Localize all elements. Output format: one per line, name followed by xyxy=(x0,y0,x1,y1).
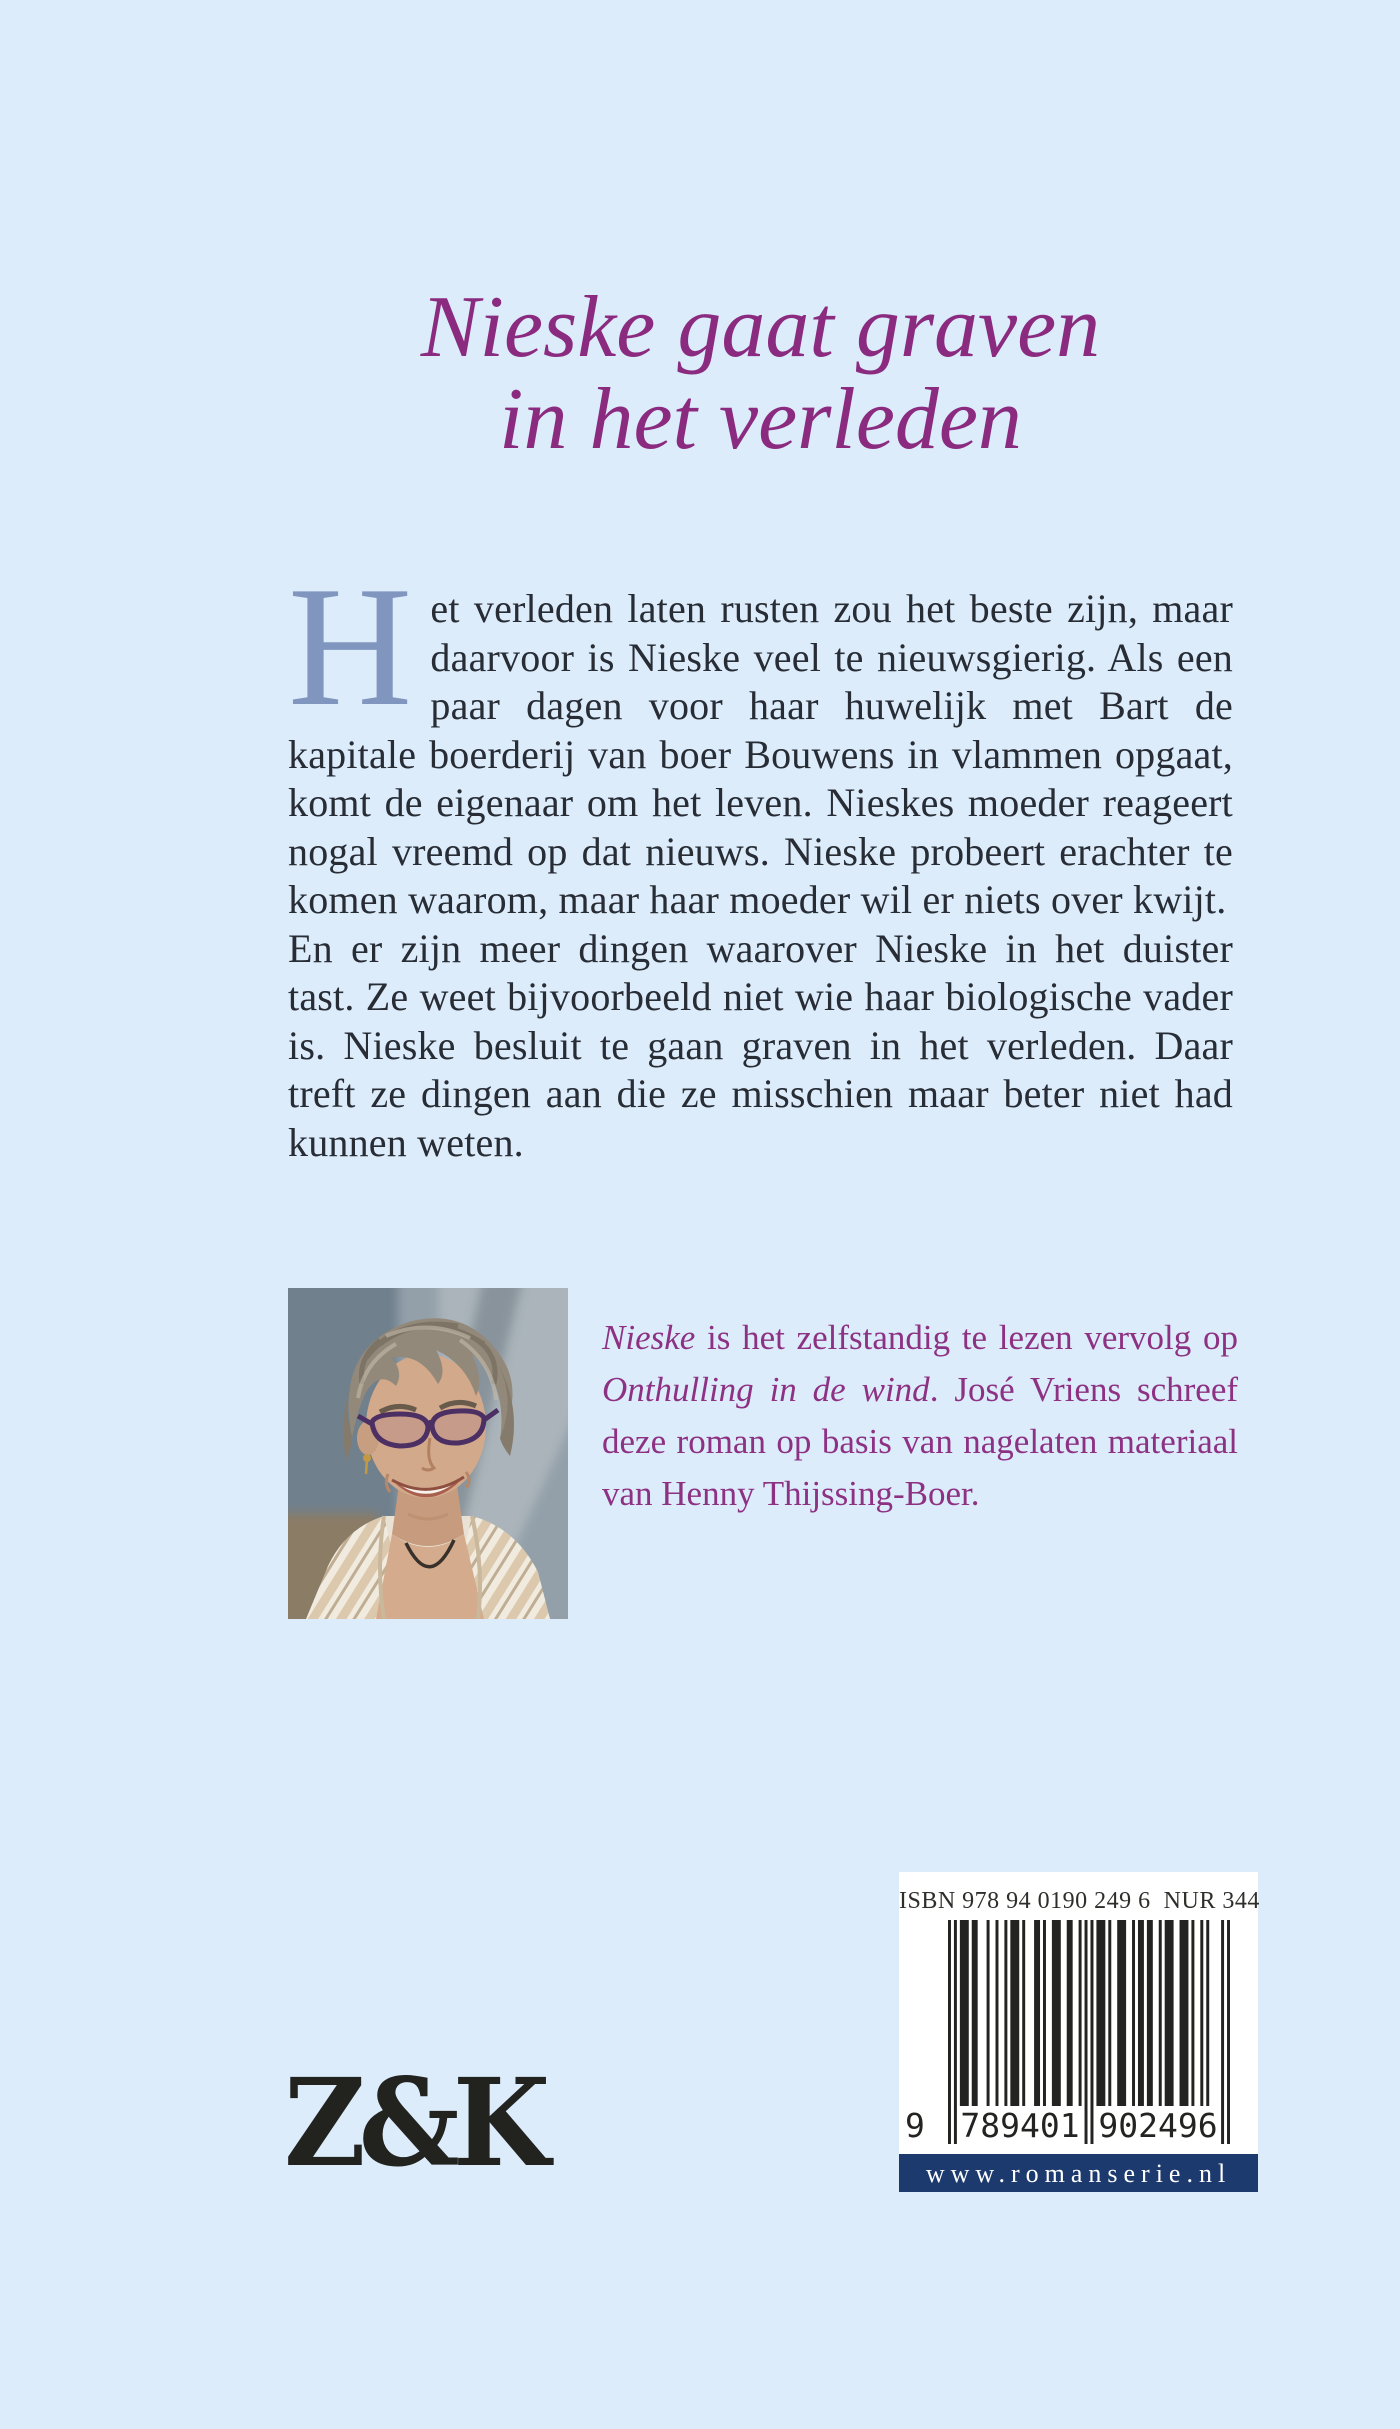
book-title xyxy=(288,279,1233,468)
synopsis-paragraph-1 xyxy=(288,552,1233,925)
author-note: Nieske is het zelfstandig te lezen vervolg op Onthulling in de wind. José Vriens schreef deze roman op basis van nagelaten materiaal van Henny Thijssing-Boer. xyxy=(602,1318,1239,1513)
publisher-logo-zk: Z&K xyxy=(284,2052,544,2195)
book-title-line2: in het verleden xyxy=(499,371,1022,468)
book-title-line1: Nieske gaat graven xyxy=(420,279,1101,376)
barcode-panel xyxy=(899,1872,1258,2192)
barcode-digit-leading: 9 xyxy=(905,2106,925,2145)
isbn-text: ISBN 978 94 0190 249 6 NUR 344 xyxy=(899,1888,1260,1914)
synopsis-paragraph-1-text: et verleden laten rusten zou het beste zijn, maar daarvoor is Nieske veel te nieuwsgierig. Als een paar dagen voor haar huwelijk met Bart de kapitale boerderij van boer Bouwens in vlammen opgaat, komt de eigenaar om het leven. Nieskes moeder reageert nogal vreemd op dat nieuws. Nieske probeert erachter te komen waarom, maar haar moeder wil er niets over kwijt. xyxy=(288,586,1233,922)
barcode-digits-left: 789401 xyxy=(957,2106,1083,2146)
synopsis-paragraph-2: En er zijn meer dingen waarover Nieske in het duister tast. Ze weet bijvoorbeeld niet wie haar biologische vader is. Nieske besluit te gaan graven in het verleden. Daar treft ze dingen aan die ze misschien maar beter niet had kunnen weten. xyxy=(288,925,1233,1165)
drop-cap-letter: H xyxy=(288,552,413,742)
website-band: www.romanserie.nl xyxy=(899,2154,1258,2192)
synopsis xyxy=(288,552,1233,1167)
barcode-digits-right: 902496 xyxy=(1095,2106,1221,2146)
author-photo xyxy=(288,1288,568,1619)
